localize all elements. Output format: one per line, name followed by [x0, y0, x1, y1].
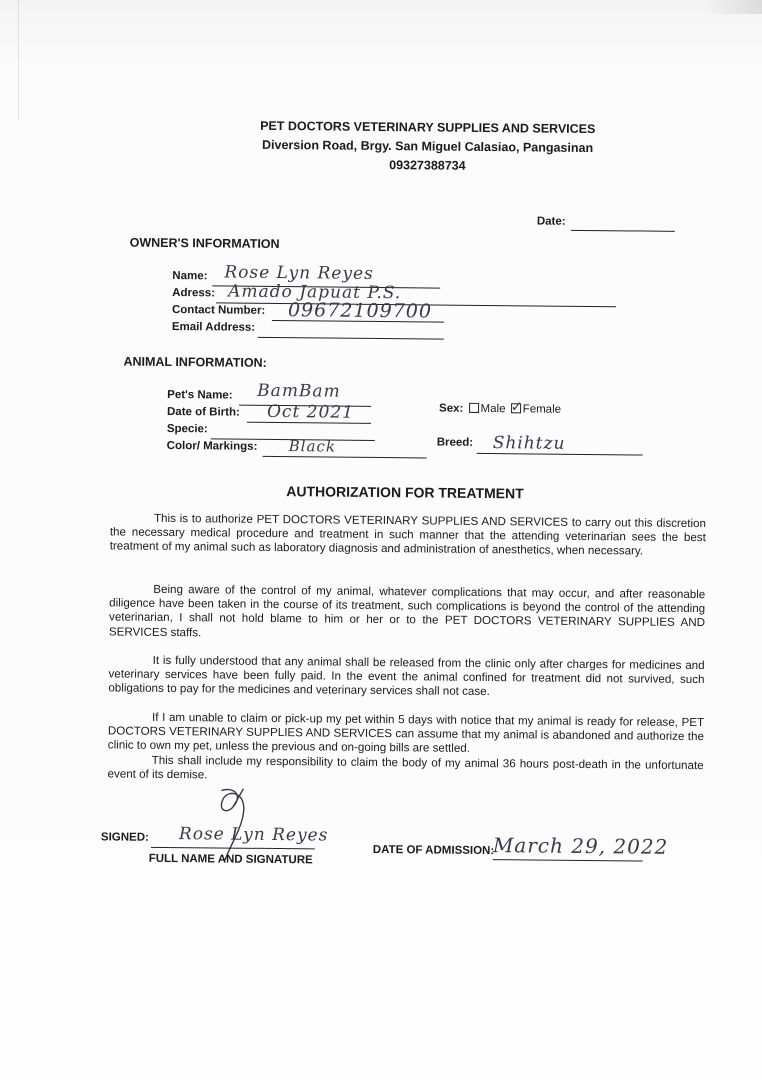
breed-value: Shihtzu: [492, 433, 566, 454]
pet-name-label: Pet's Name:: [167, 388, 233, 402]
email-line: [258, 337, 444, 340]
owner-name-value: Rose Lyn Reyes: [224, 262, 374, 284]
company-address: Diversion Road, Brgy. San Miguel Calasiao, Pangasinan: [261, 137, 594, 156]
signature-caption: FULL NAME AND SIGNATURE: [148, 852, 313, 867]
company-phone: 09327388734: [389, 158, 466, 173]
color-markings-label: Color/ Markings:: [166, 439, 258, 453]
signed-value: Rose Lyn Reyes: [178, 824, 329, 846]
auth-paragraph-1: This is to authorize PET DOCTORS VETERINARY SUPPLIES AND SERVICES to carry out this discretion the necessary medical procedure and treatment in such manner that the attending veterinarian sees the best treatment of my animal such as laboratory diagnosis and administration of anesthetics, when necessary.: [109, 511, 707, 558]
contact-number-label: Contact Number:: [171, 303, 266, 317]
dob-value: Oct 2021: [266, 401, 355, 423]
owner-address-value: Amado Japuat P.S.: [228, 281, 402, 304]
female-check-mark: ✓: [510, 398, 523, 415]
color-markings-value: Black: [288, 437, 337, 456]
color-markings-line: [263, 456, 427, 459]
female-option-label: Female: [522, 403, 562, 416]
owner-address-label: Adress:: [172, 286, 216, 300]
pet-name-value: BamBam: [257, 380, 341, 402]
auth-paragraph-5: This shall include my responsibility to claim the body of my animal 36 hours post-death in the unfortunate event of its demise.: [107, 753, 704, 782]
date-label: Date:: [536, 215, 566, 228]
female-checkbox[interactable]: [510, 398, 523, 415]
sex-label: Sex:: [439, 402, 464, 415]
sex-field: [439, 398, 562, 416]
admission-date-label: DATE OF ADMISSION:: [372, 843, 495, 858]
dob-label: Date of Birth:: [166, 405, 240, 419]
admission-date-value: March 29, 2022: [492, 833, 669, 859]
animal-info-heading: ANIMAL INFORMATION:: [123, 354, 267, 370]
email-label: Email Address:: [171, 320, 256, 334]
contact-number-value: 09672109700: [287, 299, 433, 323]
admission-date-line: [493, 859, 643, 861]
male-option-label: Male: [480, 402, 506, 416]
owner-info-heading: OWNER'S INFORMATION: [129, 235, 280, 252]
breed-label: Breed:: [436, 436, 474, 449]
auth-paragraph-2: Being aware of the control of my animal, whatever complications that may occur, and after reasonable diligence have been taken in the course of its treatment, such complications is beyond the control of the attending veterinarian, I shall not hold blame to him or her or to the PET DOCTORS VETERINARY SUPPLIES AND SERVICES staffs.: [108, 582, 706, 639]
authorization-title: AUTHORIZATION FOR TREATMENT: [286, 483, 524, 502]
date-line: [571, 230, 675, 232]
auth-paragraph-3: It is fully understood that any animal shall be released from the clinic only after charges for medicines and veterinary services have been fully paid. In the event the animal confined for treatment did not survived, such obligations to pay for the medicines and veterinary services shall not case.: [108, 653, 705, 699]
auth-paragraph-4: If I am unable to claim or pick-up my pet within 5 days with notice that my animal is ready for release, PET DOCTORS VETERINARY SUPPLIES AND SERVICES can assume that my animal is abandoned and authorize the clinic to own my pet, unless the previous and on-going bills are settled.: [107, 710, 705, 756]
owner-name-label: Name:: [172, 269, 208, 283]
company-name: PET DOCTORS VETERINARY SUPPLIES AND SERVICES: [260, 118, 596, 137]
signed-label: SIGNED:: [100, 831, 149, 844]
male-checkbox[interactable]: [469, 403, 479, 413]
specie-label: Specie:: [166, 422, 208, 436]
